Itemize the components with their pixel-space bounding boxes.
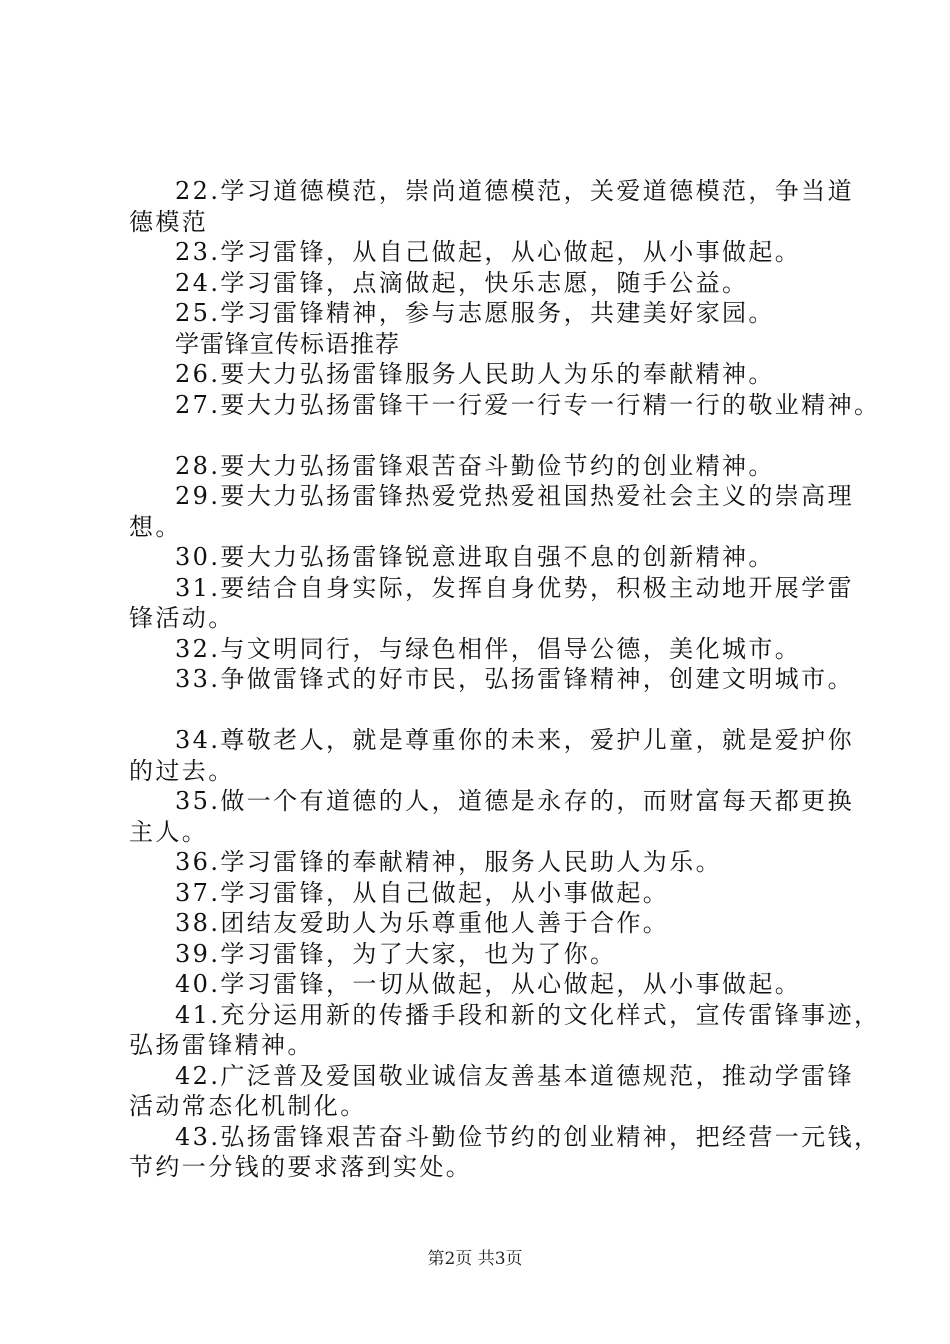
paragraph-line: 37.学习雷锋，从自己做起，从小事做起。	[175, 878, 670, 907]
paragraph-line: 34.尊敬老人，就是尊重你的未来，爱护儿童，就是爱护你	[175, 726, 854, 754]
section-heading: 学雷锋宣传标语推荐	[175, 329, 400, 358]
paragraph-line: 27.要大力弘扬雷锋干一行爱一行专一行精一行的敬业精神。	[175, 390, 881, 419]
paragraph-continuation: 节约一分钱的要求落到实处。	[129, 1153, 473, 1181]
paragraph-line: 41.充分运用新的传播手段和新的文化样式，宣传雷锋事迹，	[175, 1000, 881, 1029]
paragraph-line: 42.广泛普及爱国敬业诚信友善基本道德规范，推动学雷锋	[175, 1061, 854, 1090]
paragraph-line: 33.争做雷锋式的好市民，弘扬雷锋精神，创建文明城市。	[175, 665, 854, 693]
blank-line	[129, 420, 834, 451]
paragraph-line: 31.要结合自身实际，发挥自身优势，积极主动地开展学雷	[175, 573, 854, 602]
paragraph-continuation: 活动常态化机制化。	[129, 1092, 367, 1120]
paragraph-line: 43.弘扬雷锋艰苦奋斗勤俭节约的创业精神，把经营一元钱，	[175, 1122, 881, 1151]
paragraph-continuation: 想。	[129, 512, 182, 541]
paragraph-line: 24.学习雷锋，点滴做起，快乐志愿，随手公益。	[175, 268, 749, 297]
paragraph-continuation: 弘扬雷锋精神。	[129, 1031, 314, 1059]
paragraph-line: 36.学习雷锋的奉献精神，服务人民助人为乐。	[175, 848, 722, 876]
paragraph-line: 39.学习雷锋，为了大家，也为了你。	[175, 939, 617, 968]
paragraph-line: 29.要大力弘扬雷锋热爱党热爱祖国热爱社会主义的崇高理	[175, 482, 854, 510]
paragraph-line: 30.要大力弘扬雷锋锐意进取自强不息的创新精神。	[175, 543, 775, 571]
paragraph-continuation: 锋活动。	[129, 604, 235, 632]
paragraph-line: 23.学习雷锋，从自己做起，从心做起，从小事做起。	[175, 238, 802, 266]
page-footer: 第2页 共3页	[427, 1249, 523, 1269]
paragraph-line: 22.学习道德模范，崇尚道德模范，关爱道德模范，争当道	[175, 177, 854, 205]
paragraph-continuation: 德模范	[129, 207, 209, 236]
document-body	[129, 176, 881, 1183]
paragraph-line: 25.学习雷锋精神，参与志愿服务，共建美好家园。	[175, 299, 775, 327]
paragraph-continuation: 的过去。	[129, 756, 235, 785]
paragraph-line: 26.要大力弘扬雷锋服务人民助人为乐的奉献精神。	[175, 360, 775, 388]
paragraph-line: 40.学习雷锋，一切从做起，从心做起，从小事做起。	[175, 970, 802, 998]
paragraph-continuation: 主人。	[129, 817, 209, 846]
paragraph-line: 28.要大力弘扬雷锋艰苦奋斗勤俭节约的创业精神。	[175, 451, 775, 480]
paragraph-line: 32.与文明同行，与绿色相伴，倡导公德，美化城市。	[175, 634, 802, 663]
paragraph-line: 35.做一个有道德的人，道德是永存的，而财富每天都更换	[175, 787, 854, 815]
blank-line	[129, 695, 834, 726]
paragraph-line: 38.团结友爱助人为乐尊重他人善于合作。	[175, 909, 670, 937]
